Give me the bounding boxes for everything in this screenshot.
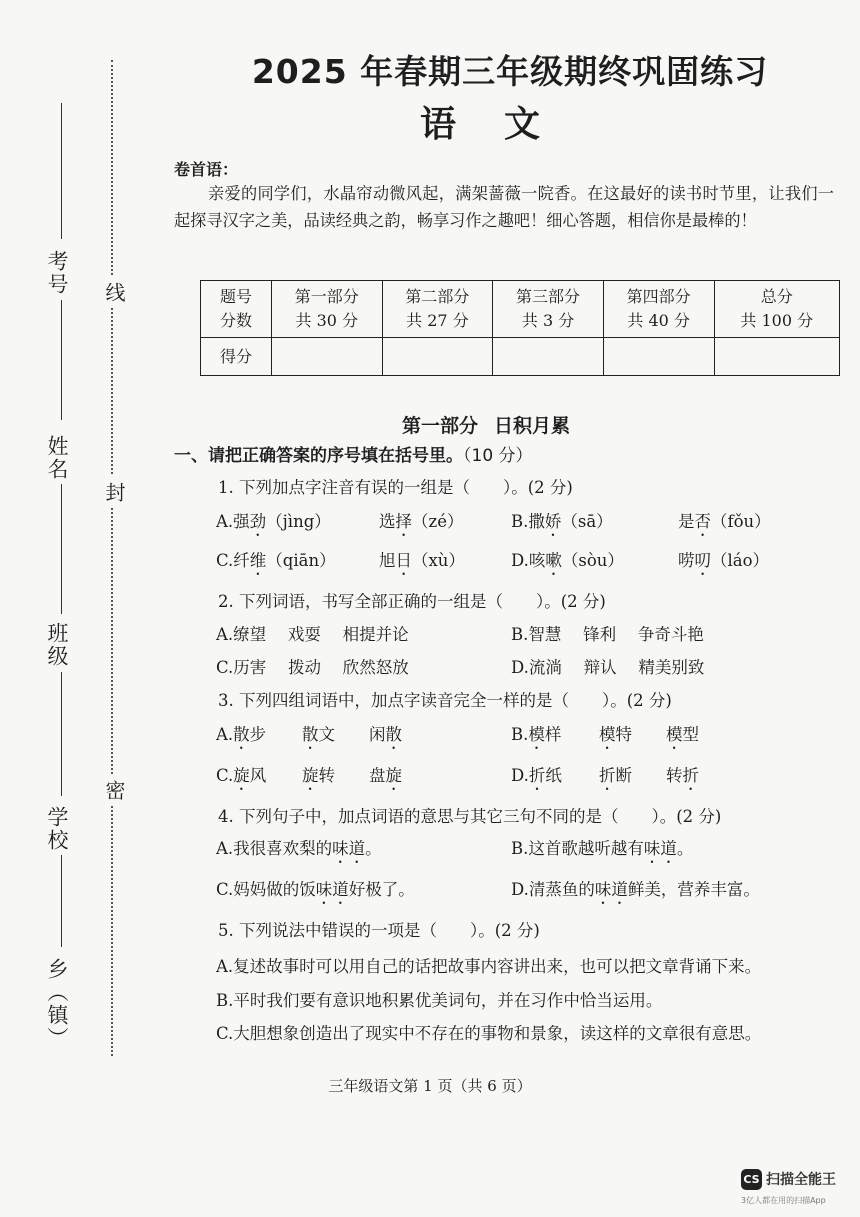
q4-option-a[interactable] bbox=[216, 835, 382, 867]
pinyin: （sā） bbox=[561, 512, 613, 531]
dotted-char: 散 bbox=[233, 725, 250, 744]
char: 断 bbox=[615, 766, 632, 785]
camscanner-logo-icon: CS bbox=[741, 1169, 762, 1190]
seal-word-seal: 封 bbox=[102, 482, 126, 504]
q2-option-b[interactable]: B.智慧 锋利 争奇斗艳 bbox=[511, 625, 704, 644]
option-label: A. bbox=[216, 725, 234, 744]
score-cell[interactable] bbox=[272, 338, 383, 376]
section-name: 日积月累 bbox=[494, 415, 571, 437]
question-1-stem: 1. 下列加点字注音有误的一组是（ ）。(2 分) bbox=[218, 478, 573, 497]
dotted-char: 散 bbox=[385, 725, 402, 744]
q4-option-d[interactable] bbox=[511, 876, 760, 908]
char: 特 bbox=[615, 725, 632, 744]
text: C.妈妈做的饭 bbox=[216, 880, 316, 899]
seal-dotted-line bbox=[111, 508, 113, 774]
column-name: 总分 bbox=[760, 287, 793, 306]
char: 转 bbox=[666, 766, 683, 785]
score-row-label: 得分 bbox=[201, 338, 272, 376]
option-label: D. bbox=[511, 766, 529, 785]
q1-option-d[interactable] bbox=[511, 547, 624, 579]
text: D.清蒸鱼的 bbox=[511, 880, 595, 899]
watermark-tagline: 3亿人都在用的扫描App bbox=[741, 1196, 826, 1205]
q3-option-a[interactable] bbox=[216, 721, 266, 753]
q3-option-c-word2 bbox=[302, 762, 335, 794]
town-line bbox=[61, 855, 62, 947]
q3-option-d-word2 bbox=[599, 762, 632, 794]
dotted-char: 叨 bbox=[694, 551, 711, 570]
score-column bbox=[382, 281, 493, 338]
dotted-word: 味道 bbox=[594, 880, 628, 899]
dotted-char: 折 bbox=[682, 766, 699, 785]
score-cell[interactable] bbox=[493, 338, 604, 376]
option-label: D. bbox=[511, 551, 529, 570]
subject-char: 文 bbox=[504, 104, 543, 145]
score-cell[interactable] bbox=[714, 338, 840, 376]
score-table bbox=[200, 280, 840, 376]
char: 是 bbox=[678, 512, 695, 531]
section-part: 第一部分 bbox=[402, 415, 479, 437]
q5-option-b[interactable]: B.平时我们要有意识地积累优美词句，并在习作中恰当运用。 bbox=[216, 991, 663, 1010]
watermark-name: 扫描全能王 bbox=[766, 1172, 836, 1188]
char: 纤 bbox=[233, 551, 250, 570]
char: 唠 bbox=[678, 551, 695, 570]
dotted-char: 日 bbox=[395, 551, 412, 570]
seal-dotted-line bbox=[111, 308, 113, 474]
question-group-points: （10 分） bbox=[463, 446, 533, 466]
preface-heading: 卷首语： bbox=[174, 160, 239, 179]
text: 。 bbox=[676, 839, 694, 858]
seal-word-secret: 密 bbox=[102, 780, 126, 802]
option-label: B. bbox=[511, 725, 529, 744]
seal-dotted-line bbox=[111, 806, 113, 1056]
q3-option-d[interactable] bbox=[511, 762, 562, 794]
dotted-char: 折 bbox=[599, 766, 616, 785]
char: 旭 bbox=[379, 551, 396, 570]
char: 闲 bbox=[369, 725, 386, 744]
text: B.这首歌越听越有 bbox=[511, 839, 644, 858]
option-label: A. bbox=[216, 512, 234, 531]
column-name: 第四部分 bbox=[626, 287, 691, 306]
q3-option-a-word3 bbox=[369, 721, 402, 753]
dotted-char: 维 bbox=[249, 551, 267, 570]
name-line bbox=[61, 300, 62, 420]
question-group-text: 一、请把正确答案的序号填在括号里。 bbox=[174, 446, 463, 466]
char: 咳 bbox=[528, 551, 546, 570]
dotted-char: 嗽 bbox=[545, 551, 562, 570]
text: A.我很喜欢梨的 bbox=[216, 839, 333, 858]
pinyin: （fǒu） bbox=[711, 512, 771, 531]
q3-option-b[interactable] bbox=[511, 721, 561, 753]
q2-option-d[interactable]: D.流淌 辩认 精美别致 bbox=[511, 658, 705, 677]
question-2-stem: 2. 下列词语，书写全部正确的一组是（ ）。(2 分) bbox=[218, 592, 606, 611]
page-footer: 三年级语文第 1 页（共 6 页） bbox=[328, 1077, 532, 1095]
name-label: 姓名 bbox=[45, 435, 69, 481]
text: 好极了。 bbox=[348, 880, 415, 899]
dotted-char: 折 bbox=[528, 766, 546, 785]
q1-option-d-word2 bbox=[678, 547, 769, 579]
char: 样 bbox=[544, 725, 562, 744]
q3-option-b-word2 bbox=[599, 721, 632, 753]
page-title: 2025 年春期三年级期终巩固练习 bbox=[251, 52, 769, 91]
exam-no-label: 考号 bbox=[45, 250, 69, 296]
column-points: 共 100 分 bbox=[740, 311, 814, 330]
class-label: 班级 bbox=[45, 622, 69, 668]
q1-option-b[interactable] bbox=[511, 508, 613, 540]
q4-option-b[interactable] bbox=[511, 835, 693, 867]
char: 文 bbox=[318, 725, 335, 744]
school-label: 学校 bbox=[45, 806, 69, 852]
preface-text: 亲爱的同学们，水晶帘动微风起，满架蔷薇一院香。在这最好的读书时节里，让我们一起探寻汉字之美，品读经典之韵，畅享习作之趣吧！细心答题，相信你是最棒的！ bbox=[174, 184, 834, 230]
dotted-word: 味道 bbox=[332, 839, 366, 858]
score-column bbox=[714, 281, 840, 338]
char: 强 bbox=[233, 512, 250, 531]
column-points: 共 3 分 bbox=[521, 311, 575, 330]
question-5-stem: 5. 下列说法中错误的一项是（ ）。(2 分) bbox=[218, 921, 540, 940]
dotted-char: 模 bbox=[666, 725, 683, 744]
char: 选 bbox=[379, 512, 396, 531]
town-label: 乡（镇） bbox=[45, 958, 69, 1050]
dotted-word: 味道 bbox=[643, 839, 677, 858]
dotted-char: 散 bbox=[302, 725, 319, 744]
q3-option-d-word3 bbox=[666, 762, 699, 794]
dotted-char: 旋 bbox=[302, 766, 319, 785]
q3-option-c-word3 bbox=[369, 762, 402, 794]
q1-option-c-word2 bbox=[379, 547, 465, 579]
score-column bbox=[603, 281, 714, 338]
question-group-heading bbox=[174, 441, 533, 466]
score-header-cell bbox=[201, 281, 272, 338]
score-cell[interactable] bbox=[603, 338, 714, 376]
q1-option-c[interactable] bbox=[216, 547, 336, 579]
pinyin: （xù） bbox=[412, 551, 465, 570]
dotted-char: 旋 bbox=[385, 766, 402, 785]
subject-char: 语 bbox=[420, 104, 459, 145]
dotted-char: 否 bbox=[694, 512, 711, 531]
dotted-char: 择 bbox=[395, 512, 412, 531]
q1-option-a[interactable] bbox=[216, 508, 331, 540]
pinyin: （jìng） bbox=[266, 512, 331, 531]
option-label: C. bbox=[216, 766, 234, 785]
question-4-stem: 4. 下列句子中，加点词语的意思与其它三句不同的是（ ）。(2 分) bbox=[218, 807, 722, 826]
subject-title bbox=[420, 96, 542, 147]
char: 盘 bbox=[369, 766, 386, 785]
char: 风 bbox=[249, 766, 267, 785]
char: 型 bbox=[682, 725, 699, 744]
q3-option-b-word3 bbox=[666, 721, 699, 753]
char: 转 bbox=[318, 766, 335, 785]
column-name: 第三部分 bbox=[516, 287, 581, 306]
pinyin: （láo） bbox=[711, 551, 770, 570]
q4-option-c[interactable] bbox=[216, 876, 415, 908]
q5-option-c[interactable]: C.大胆想象创造出了现实中不存在的事物和景象，读这样的文章很有意思。 bbox=[216, 1024, 762, 1043]
score-cell[interactable] bbox=[382, 338, 493, 376]
dotted-word: 味道 bbox=[315, 880, 349, 899]
pinyin: （qiān） bbox=[266, 551, 336, 570]
q3-option-c[interactable] bbox=[216, 762, 266, 794]
text: 鲜美，营养丰富。 bbox=[627, 880, 760, 899]
q5-option-a[interactable]: A.复述故事时可以用自己的话把故事内容讲出来，也可以把文章背诵下来。 bbox=[216, 957, 762, 976]
score-column bbox=[493, 281, 604, 338]
column-name: 第一部分 bbox=[294, 287, 359, 306]
option-label: C. bbox=[216, 551, 234, 570]
q3-option-a-word2 bbox=[302, 721, 335, 753]
char: 撒 bbox=[528, 512, 545, 531]
dotted-char: 模 bbox=[528, 725, 545, 744]
dotted-char: 旋 bbox=[233, 766, 250, 785]
column-points: 共 27 分 bbox=[406, 311, 469, 330]
dotted-char: 娇 bbox=[544, 512, 562, 531]
column-points: 共 40 分 bbox=[627, 311, 690, 330]
column-points: 共 30 分 bbox=[295, 311, 359, 330]
exam-no-line bbox=[61, 103, 62, 239]
q2-option-c[interactable]: C.历害 拨动 欣然怒放 bbox=[216, 658, 409, 677]
q1-option-b-word2 bbox=[678, 508, 771, 540]
q1-option-a-word2 bbox=[379, 508, 463, 540]
dotted-char: 模 bbox=[599, 725, 616, 744]
q2-option-a[interactable]: A.缭望 戏耍 相提并论 bbox=[216, 625, 409, 644]
header-label: 分数 bbox=[219, 311, 252, 330]
header-label: 题号 bbox=[219, 287, 252, 306]
dotted-char: 劲 bbox=[249, 512, 267, 531]
class-line bbox=[61, 484, 62, 614]
pinyin: （sòu） bbox=[561, 551, 624, 570]
pinyin: （zé） bbox=[412, 512, 464, 531]
option-label: B. bbox=[511, 512, 529, 531]
school-line bbox=[61, 672, 62, 796]
text: 。 bbox=[365, 839, 382, 858]
column-name: 第二部分 bbox=[405, 287, 470, 306]
section-heading bbox=[402, 411, 570, 438]
score-column bbox=[272, 281, 383, 338]
question-3-stem: 3. 下列四组词语中，加点字读音完全一样的是（ ）。(2 分) bbox=[218, 691, 672, 710]
seal-word-line: 线 bbox=[102, 282, 126, 304]
seal-dotted-line bbox=[111, 60, 113, 275]
char: 纸 bbox=[545, 766, 562, 785]
char: 步 bbox=[249, 725, 267, 744]
